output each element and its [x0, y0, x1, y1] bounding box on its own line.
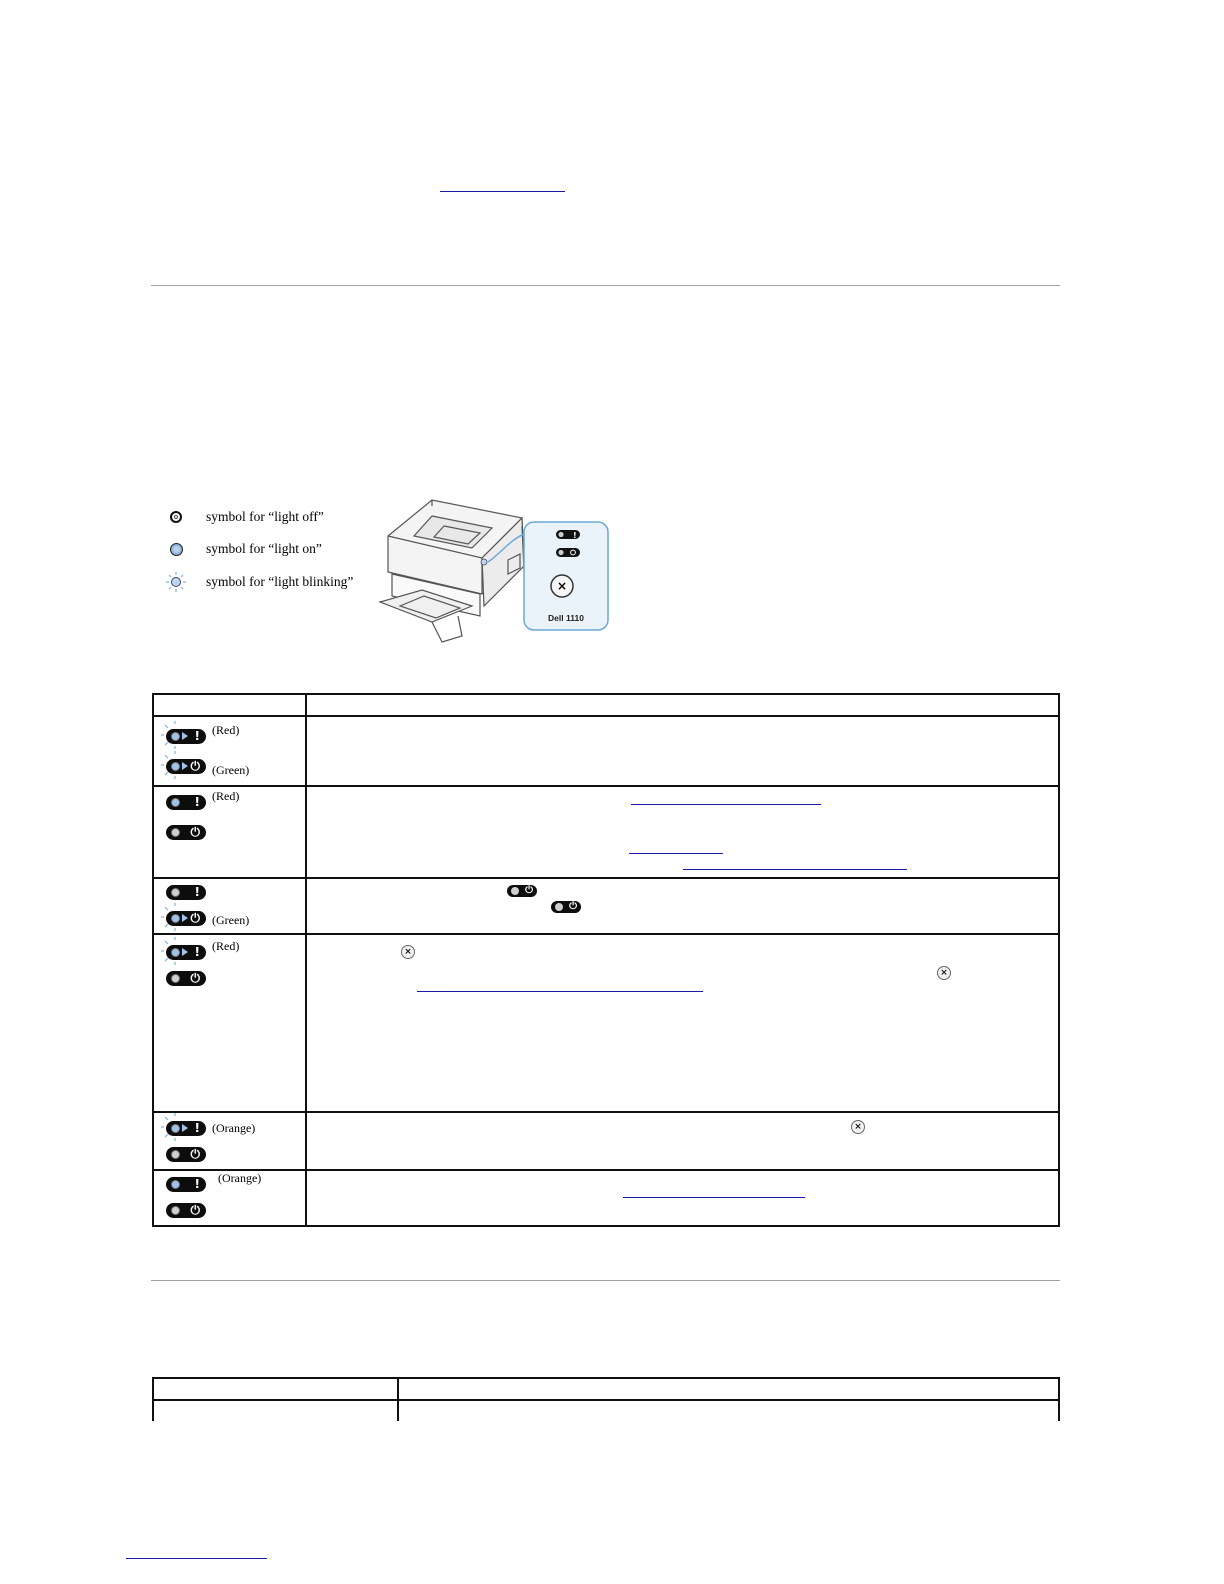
power-led-off-icon: ⏻ [166, 1203, 206, 1218]
row-link[interactable] [631, 804, 821, 805]
light-on-icon [170, 543, 183, 556]
row-link[interactable] [683, 869, 907, 870]
power-led-inline-icon: ⏻ [507, 885, 537, 897]
table-row [153, 1170, 1059, 1226]
led-color-label: (Red) [212, 938, 240, 953]
section-divider [151, 1280, 1060, 1281]
table-header [153, 1378, 1059, 1400]
led-color-label: (Green) [212, 912, 250, 927]
legend-label: symbol for “light on” [206, 541, 322, 556]
svg-text:!: ! [573, 531, 577, 540]
row-link[interactable] [417, 991, 703, 992]
row-link[interactable] [629, 853, 723, 854]
legend-light-off [166, 507, 324, 527]
power-led-blinking-icon: ⏻ [166, 759, 206, 774]
power-led-off-icon: ⏻ [166, 825, 206, 840]
legend-label: symbol for “light off” [206, 509, 324, 524]
table-row [153, 786, 1059, 878]
power-led-off-icon: ⏻ [166, 971, 206, 986]
light-off-icon [170, 511, 182, 523]
led-color-label: (Orange) [212, 1120, 256, 1135]
table-row [153, 878, 1059, 934]
error-led-blinking-icon: ! [166, 945, 206, 960]
cancel-button-icon: × [401, 945, 415, 959]
row-link[interactable] [623, 1197, 805, 1198]
legend-label: symbol for “light blinking” [206, 574, 354, 589]
power-led-off-icon: ⏻ [166, 1147, 206, 1162]
section-divider [151, 285, 1060, 286]
table-row [153, 716, 1059, 786]
legend-light-on [166, 539, 322, 559]
error-led-on-icon: ! [166, 1177, 206, 1192]
table-row [153, 1400, 1059, 1421]
led-status-table [152, 693, 1060, 1227]
cancel-button-icon: × [851, 1120, 865, 1134]
cancel-button-icon: × [937, 966, 951, 980]
bottom-link[interactable] [126, 1558, 267, 1559]
led-color-label: (Orange) [218, 1170, 262, 1185]
led-color-label: (Green) [212, 762, 250, 777]
table-header [153, 694, 1059, 716]
printer-model-label: Dell 1110 [548, 613, 584, 623]
error-led-off-icon: ! [166, 885, 206, 900]
power-led-inline-icon: ⏻ [551, 901, 581, 913]
legend-light-blinking [166, 572, 353, 592]
printer-illustration [372, 496, 612, 650]
led-color-label: (Red) [212, 722, 240, 737]
bottom-table [152, 1377, 1060, 1421]
error-led-blinking-icon: ! [166, 729, 206, 744]
error-led-on-icon: ! [166, 795, 206, 810]
error-led-blinking-icon: ! [166, 1121, 206, 1136]
top-link[interactable] [440, 191, 565, 192]
light-blinking-icon [166, 572, 186, 592]
table-row [153, 934, 1059, 1112]
power-led-blinking-icon: ⏻ [166, 911, 206, 926]
svg-text:×: × [556, 579, 568, 593]
table-row [153, 1112, 1059, 1170]
led-color-label: (Red) [212, 788, 240, 803]
